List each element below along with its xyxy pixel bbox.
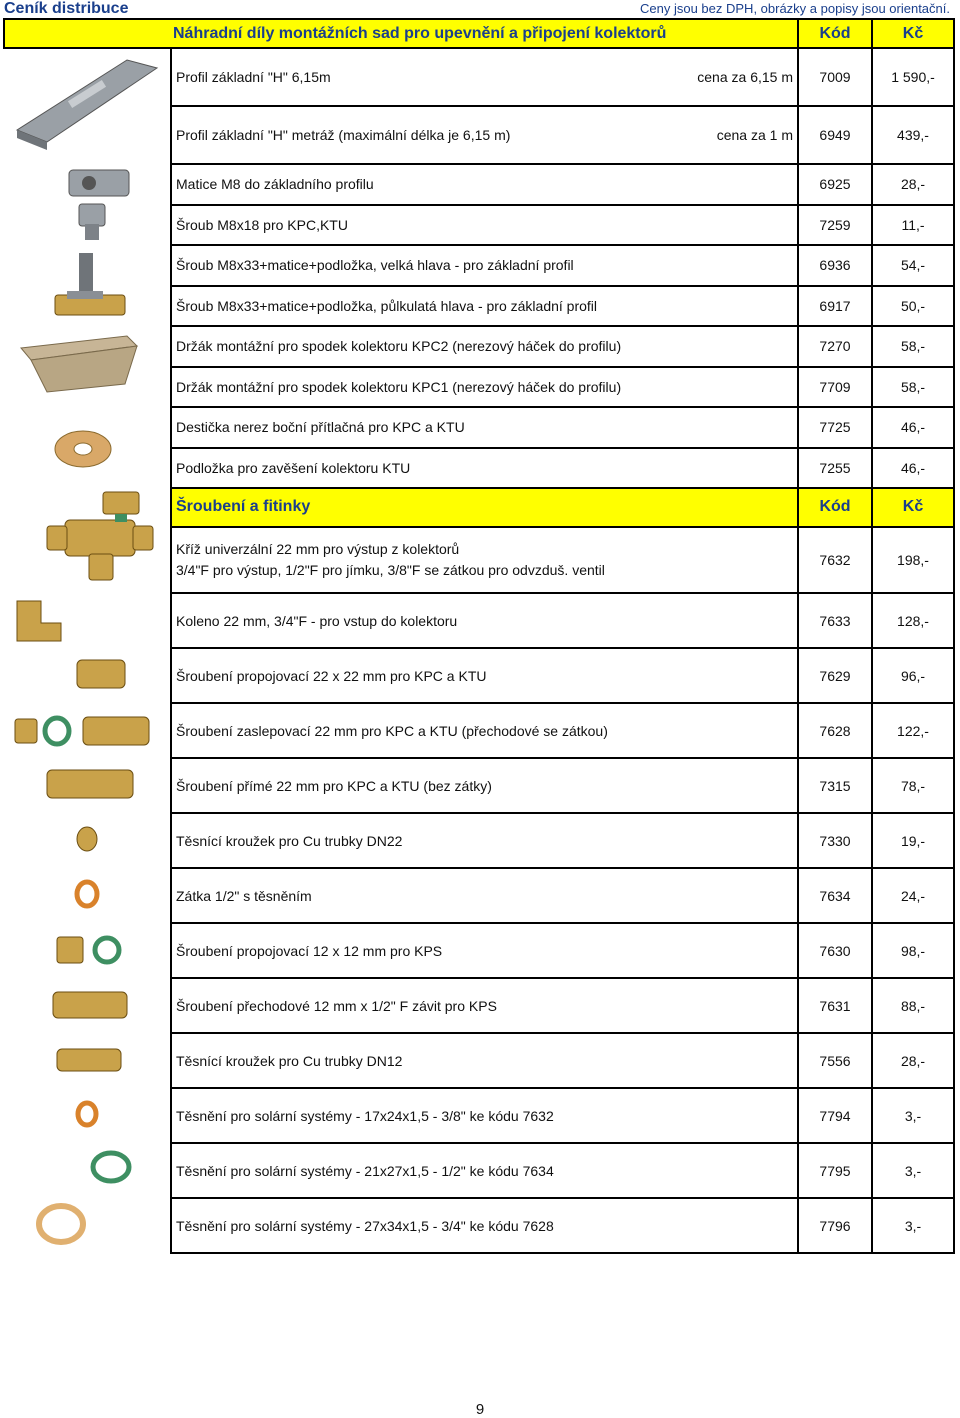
item-code: 6925 (798, 164, 872, 205)
section-title-parts: Náhradní díly montážních sad pro upevnění a připojení kolektorů (4, 19, 798, 48)
plug-image (4, 868, 171, 923)
washer-image (4, 407, 171, 488)
item-description: Těsnící kroužek pro Cu trubky DN22 (171, 813, 798, 868)
item-price: 46,- (872, 448, 954, 489)
item-price: 439,- (872, 106, 954, 164)
item-description: Těsnění pro solární systémy - 21x27x1,5 - 1/2" ke kódu 7634 (171, 1143, 798, 1198)
page-number: 9 (475, 1401, 485, 1418)
table-row (4, 407, 954, 448)
item-code: 7725 (798, 407, 872, 448)
item-price: 58,- (872, 367, 954, 408)
cross-fitting-image (4, 488, 171, 593)
item-price: 58,- (872, 326, 954, 367)
table-row (4, 1088, 954, 1143)
sealing-ring-image (4, 813, 171, 868)
table-row (4, 593, 954, 648)
table-row (4, 648, 954, 703)
item-price: 122,- (872, 703, 954, 758)
price-note: Ceny jsou bez DPH, obrázky a popisy jsou orientační. (640, 1, 950, 16)
item-description: Držák montážní pro spodek kolektoru KPC2 (nerezový háček do profilu) (171, 326, 798, 367)
bolt-with-nut-image (4, 245, 171, 326)
item-code: 7009 (798, 48, 872, 106)
item-price: 98,- (872, 923, 954, 978)
item-code: 7315 (798, 758, 872, 813)
item-price: 198,- (872, 527, 954, 593)
item-code: 7270 (798, 326, 872, 367)
item-description: Koleno 22 mm, 3/4"F - pro vstup do kolektoru (171, 593, 798, 648)
item-description: Držák montážní pro spodek kolektoru KPC1 (nerezový háček do profilu) (171, 367, 798, 408)
item-description: cena za 1 m Profil základní "H" metráž (maximální délka je 6,15 m) (171, 106, 798, 164)
item-code: 6936 (798, 245, 872, 286)
item-code: 7633 (798, 593, 872, 648)
item-description: Šroub M8x33+matice+podložka, půlkulatá hlava - pro základní profil (171, 286, 798, 327)
column-header-price: Kč (872, 488, 954, 527)
item-code: 7255 (798, 448, 872, 489)
section-header-parts (4, 19, 954, 48)
item-description: cena za 6,15 m Profil základní "H" 6,15m (171, 48, 798, 106)
item-price: 78,- (872, 758, 954, 813)
item-code: 7556 (798, 1033, 872, 1088)
coupling-12mm-image (4, 923, 171, 978)
mounting-bracket-image (4, 326, 171, 407)
item-code: 7630 (798, 923, 872, 978)
item-price: 50,- (872, 286, 954, 327)
item-price: 28,- (872, 164, 954, 205)
item-description: Šroubení propojovací 12 x 12 mm pro KPS (171, 923, 798, 978)
item-price: 19,- (872, 813, 954, 868)
item-description: Šroubení přechodové 12 mm x 1/2" F závit pro KPS (171, 978, 798, 1033)
item-code: 7796 (798, 1198, 872, 1253)
table-row (4, 868, 954, 923)
table-row (4, 326, 954, 367)
item-description: Destička nerez boční přítlačná pro KPC a KTU (171, 407, 798, 448)
profile-rail-image (4, 48, 171, 164)
item-price: 3,- (872, 1198, 954, 1253)
blanking-fitting-image (4, 703, 171, 758)
item-description: Šroubení propojovací 22 x 22 mm pro KPC a KTU (171, 648, 798, 703)
gasket-small-image (4, 1088, 171, 1143)
item-description: Šroub M8x18 pro KPC,KTU (171, 205, 798, 246)
item-code: 7795 (798, 1143, 872, 1198)
table-row (4, 1198, 954, 1253)
table-row (4, 703, 954, 758)
column-header-code: Kód (798, 488, 872, 527)
item-price: 28,- (872, 1033, 954, 1088)
item-description: Těsnění pro solární systémy - 17x24x1,5 - 3/8" ke kódu 7632 (171, 1088, 798, 1143)
item-price: 3,- (872, 1143, 954, 1198)
gasket-medium-image (4, 1143, 171, 1198)
item-description: Kříž univerzální 22 mm pro výstup z kolektorů 3/4"F pro výstup, 1/2"F pro jímku, 3/8"F se zátkou pro odvzduš. ventil (171, 527, 798, 593)
item-code: 7632 (798, 527, 872, 593)
coupling-fitting-image (4, 648, 171, 703)
item-code: 7631 (798, 978, 872, 1033)
column-header-price: Kč (872, 19, 954, 48)
section-title-fittings: Šroubení a fitinky (171, 488, 798, 527)
document-title: Ceník distribuce (4, 0, 129, 17)
item-price: 46,- (872, 407, 954, 448)
item-code: 7709 (798, 367, 872, 408)
item-price: 24,- (872, 868, 954, 923)
item-description: Těsnění pro solární systémy - 27x34x1,5 - 3/4" ke kódu 7628 (171, 1198, 798, 1253)
item-code: 6917 (798, 286, 872, 327)
item-price: 11,- (872, 205, 954, 246)
section-header-fittings (4, 488, 954, 527)
elbow-fitting-image (4, 593, 171, 648)
item-code: 7629 (798, 648, 872, 703)
gasket-large-image (4, 1198, 171, 1253)
table-row (4, 1033, 954, 1088)
transition-fitting-image (4, 978, 171, 1033)
item-price: 54,- (872, 245, 954, 286)
item-code: 7634 (798, 868, 872, 923)
item-description: Zátka 1/2" s těsněním (171, 868, 798, 923)
sealing-ring-dn12-image (4, 1033, 171, 1088)
item-description: Podložka pro zavěšení kolektoru KTU (171, 448, 798, 489)
item-code: 7628 (798, 703, 872, 758)
item-price: 3,- (872, 1088, 954, 1143)
item-price: 88,- (872, 978, 954, 1033)
table-row (4, 758, 954, 813)
item-price: 128,- (872, 593, 954, 648)
item-description: Šroubení přímé 22 mm pro KPC a KTU (bez zátky) (171, 758, 798, 813)
item-description: Těsnící kroužek pro Cu trubky DN12 (171, 1033, 798, 1088)
table-row (4, 978, 954, 1033)
item-code: 6949 (798, 106, 872, 164)
nut-and-bolt-image (4, 164, 171, 245)
straight-fitting-image (4, 758, 171, 813)
item-code: 7259 (798, 205, 872, 246)
table-row (4, 923, 954, 978)
table-row (4, 164, 954, 205)
item-description: Matice M8 do základního profilu (171, 164, 798, 205)
item-description: Šroubení zaslepovací 22 mm pro KPC a KTU (přechodové se zátkou) (171, 703, 798, 758)
table-row (4, 48, 954, 106)
item-price: 1 590,- (872, 48, 954, 106)
table-row (4, 813, 954, 868)
item-code: 7794 (798, 1088, 872, 1143)
item-price: 96,- (872, 648, 954, 703)
item-description: Šroub M8x33+matice+podložka, velká hlava - pro základní profil (171, 245, 798, 286)
table-row (4, 1143, 954, 1198)
item-code: 7330 (798, 813, 872, 868)
column-header-code: Kód (798, 19, 872, 48)
table-row (4, 245, 954, 286)
price-list-table (3, 18, 955, 1254)
